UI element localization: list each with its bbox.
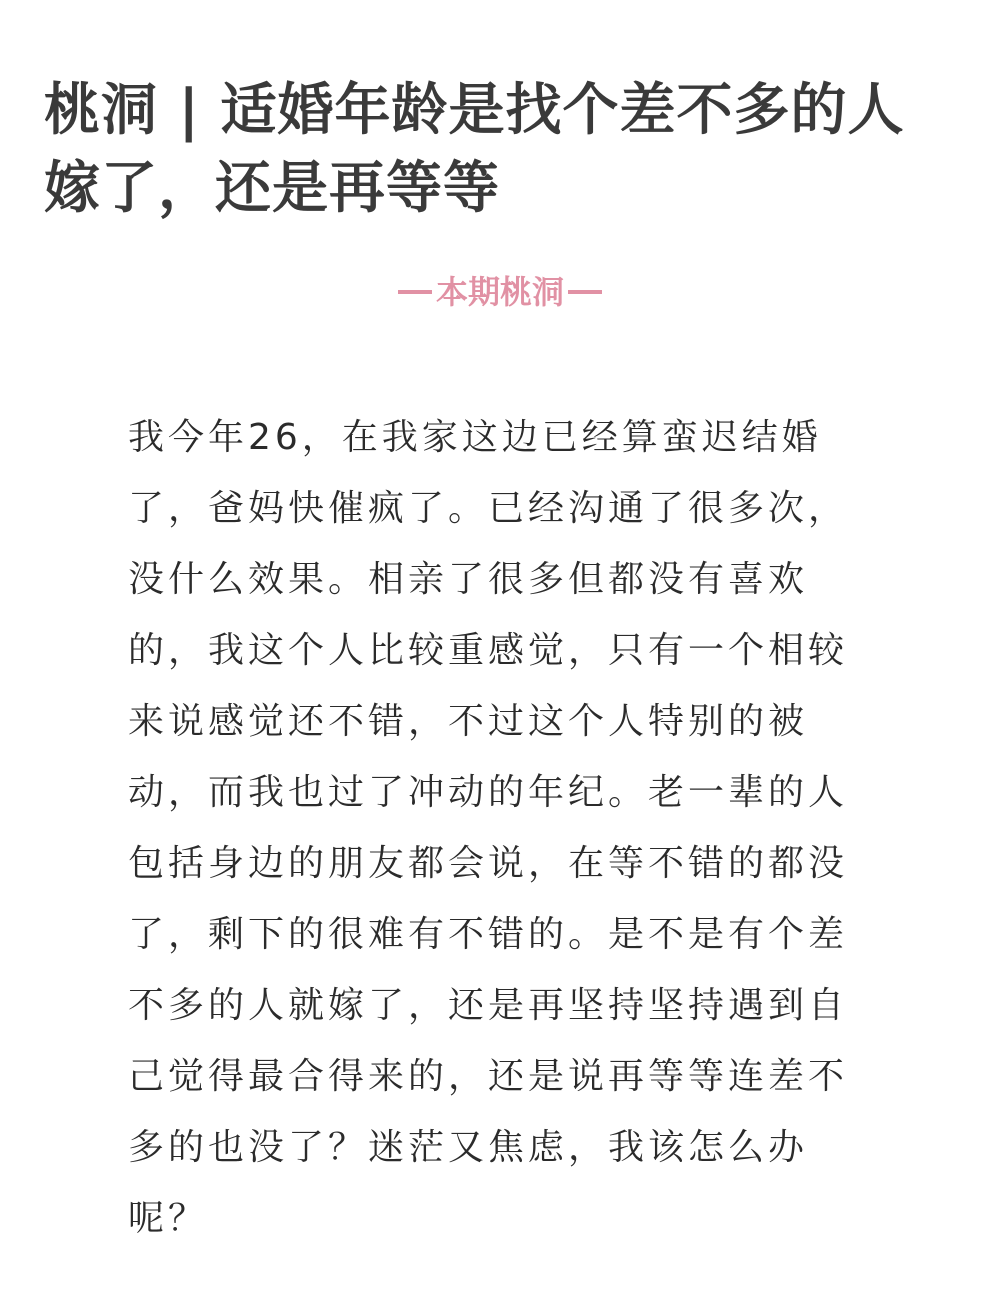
body-line: 多的也没了？迷茫又焦虑，我该怎么办 [128,1127,809,1168]
body-line: 了，爸妈快催疯了。已经沟通了很多次， [128,488,849,529]
left-dash-decoration [398,290,432,294]
section-label-text: 本期桃洞 [435,273,564,311]
section-label [0,268,1000,316]
article-title [44,72,964,228]
body-line: 的，我这个人比较重感觉，只有一个相较 [128,630,849,671]
body-line: 我今年26，在我家这边已经算蛮迟结婚 [128,417,822,458]
body-line: 己觉得最合得来的，还是说再等等连差不 [128,1056,849,1097]
right-dash-decoration [568,290,602,294]
article-body [128,402,888,1254]
body-line: 不多的人就嫁了，还是再坚持坚持遇到自 [128,985,849,1026]
body-line: 了，剩下的很难有不错的。是不是有个差 [128,914,849,955]
body-line: 呢？ [128,1198,209,1239]
body-line: 没什么效果。相亲了很多但都没有喜欢 [128,559,809,600]
title-line: 桃洞 | 适婚年龄是找个差不多的人 [44,78,905,143]
title-line: 嫁了，还是再等等 [44,156,500,221]
body-line: 包括身边的朋友都会说，在等不错的都没 [128,843,849,884]
body-line: 来说感觉还不错，不过这个人特别的被 [128,701,809,742]
body-line: 动，而我也过了冲动的年纪。老一辈的人 [128,772,849,813]
